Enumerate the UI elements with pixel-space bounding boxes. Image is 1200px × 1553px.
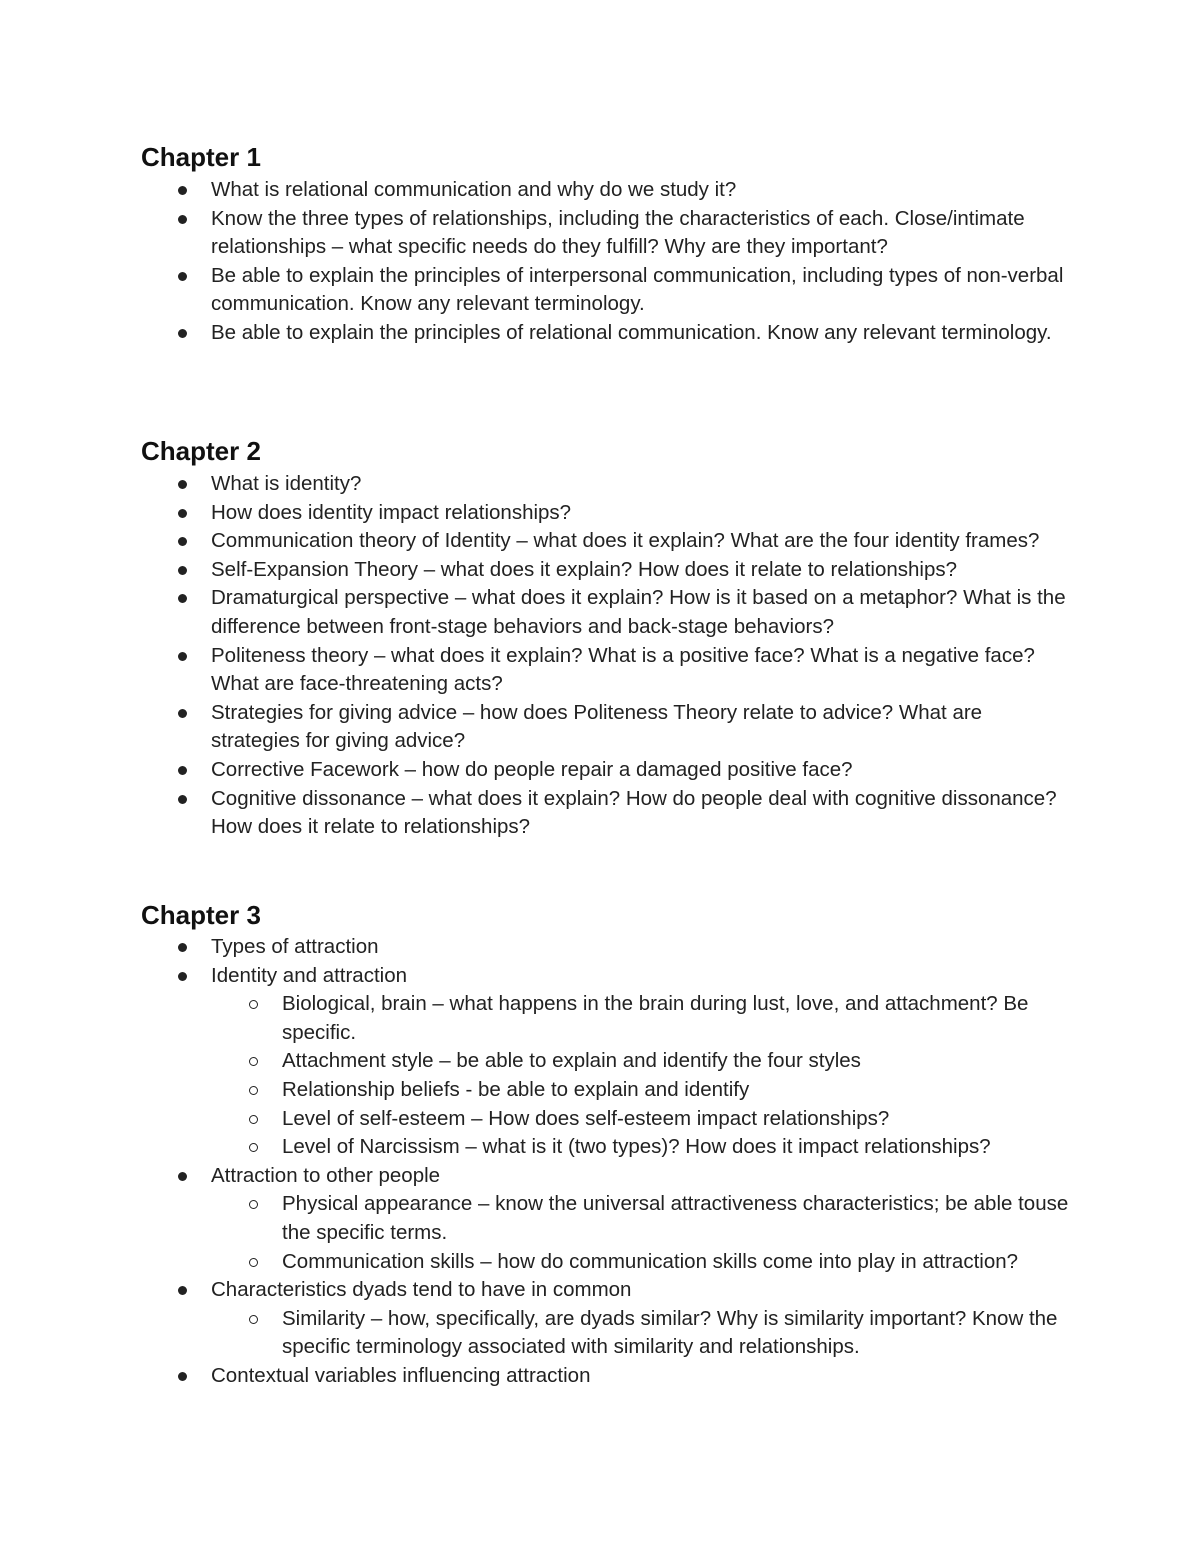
bullet-icon xyxy=(178,566,187,575)
hollow-bullet-icon xyxy=(249,1000,258,1009)
bullet-icon xyxy=(178,480,187,489)
hollow-bullet-icon xyxy=(249,1057,258,1066)
sub-list-item: Biological, brain – what happens in the brain during lust, love, and attachment? Be specific. xyxy=(0,990,1072,1047)
list-item: What is relational communication and why do we study it? xyxy=(0,176,1071,205)
sub-list xyxy=(211,990,1071,1162)
list-item: Communication theory of Identity – what does it explain? What are the four identity frames? xyxy=(0,527,1071,556)
bullet-icon xyxy=(178,537,187,546)
hollow-bullet-icon xyxy=(249,1115,258,1124)
chapter-3-heading: Chapter 3 xyxy=(141,900,261,930)
chapter-2-list xyxy=(0,470,1200,842)
sub-list xyxy=(211,1190,1071,1276)
list-item: Strategies for giving advice – how does Politeness Theory relate to advice? What are strategies for giving advice? xyxy=(0,699,1071,756)
bullet-icon xyxy=(178,186,187,195)
sub-list xyxy=(211,1305,1071,1362)
chapter-1-heading: Chapter 1 xyxy=(141,142,261,172)
list-item: Identity and attraction Biological, brain – what happens in the brain during lust, love, and attachment? Be specific. Attachment style – be able to explain and identify the four styles Relationship beliefs - be able to explain and identify Level of self-esteem – How does self-esteem impact relationships? Level of Narcissism – what is it (two types)? How does it impact relationships? xyxy=(0,962,1071,1162)
sub-list-item: Level of self-esteem – How does self-esteem impact relationships? xyxy=(0,1105,1072,1134)
bullet-icon xyxy=(178,709,187,718)
bullet-icon xyxy=(178,943,187,952)
chapter-3-list xyxy=(0,933,1200,1391)
hollow-bullet-icon xyxy=(249,1086,258,1095)
list-item: Characteristics dyads tend to have in common Similarity – how, specifically, are dyads similar? Why is similarity important? Know the specific terminology associated with similarity and relationships. xyxy=(0,1276,1071,1362)
list-item: Cognitive dissonance – what does it explain? How do people deal with cognitive dissonance? How does it relate to relationships? xyxy=(0,785,1071,842)
bullet-icon xyxy=(178,1172,187,1181)
sub-list-item: Physical appearance – know the universal attractiveness characteristics; be able touse the specific terms. xyxy=(0,1190,1072,1247)
list-item: Self-Expansion Theory – what does it explain? How does it relate to relationships? xyxy=(0,556,1071,585)
list-item: How does identity impact relationships? xyxy=(0,499,1071,528)
list-item: Corrective Facework – how do people repair a damaged positive face? xyxy=(0,756,1071,785)
sub-list-item: Attachment style – be able to explain and identify the four styles xyxy=(0,1047,1072,1076)
list-item: Types of attraction xyxy=(0,933,1071,962)
bullet-icon xyxy=(178,795,187,804)
bullet-icon xyxy=(178,652,187,661)
bullet-icon xyxy=(178,215,187,224)
bullet-icon xyxy=(178,766,187,775)
list-item: Attraction to other people Physical appearance – know the universal attractiveness characteristics; be able touse the specific terms. Communication skills – how do communication skills come into play in attraction? xyxy=(0,1162,1071,1276)
chapter-1-list xyxy=(0,176,1200,348)
list-item: Know the three types of relationships, including the characteristics of each. Close/intimate relationships – what specific needs do they fulfill? Why are they important? xyxy=(0,205,1071,262)
bullet-icon xyxy=(178,1372,187,1381)
bullet-icon xyxy=(178,594,187,603)
list-item: Be able to explain the principles of interpersonal communication, including types of non-verbal communication. Know any relevant terminology. xyxy=(0,262,1071,319)
bullet-icon xyxy=(178,1286,187,1295)
hollow-bullet-icon xyxy=(249,1143,258,1152)
bullet-icon xyxy=(178,972,187,981)
chapter-2-heading: Chapter 2 xyxy=(141,436,261,466)
list-item: Be able to explain the principles of relational communication. Know any relevant terminology. xyxy=(0,319,1071,348)
list-item: What is identity? xyxy=(0,470,1071,499)
sub-list-item: Level of Narcissism – what is it (two types)? How does it impact relationships? xyxy=(0,1133,1072,1162)
list-item: Politeness theory – what does it explain? What is a positive face? What is a negative face? What are face-threatening acts? xyxy=(0,642,1071,699)
hollow-bullet-icon xyxy=(249,1200,258,1209)
list-item: Contextual variables influencing attraction xyxy=(0,1362,1071,1391)
sub-list-item: Communication skills – how do communication skills come into play in attraction? xyxy=(0,1248,1072,1277)
bullet-icon xyxy=(178,509,187,518)
hollow-bullet-icon xyxy=(249,1258,258,1267)
bullet-icon xyxy=(178,272,187,281)
sub-list-item: Relationship beliefs - be able to explain and identify xyxy=(0,1076,1072,1105)
list-item: Dramaturgical perspective – what does it explain? How is it based on a metaphor? What is the difference between front-stage behaviors and back-stage behaviors? xyxy=(0,584,1071,641)
bullet-icon xyxy=(178,329,187,338)
hollow-bullet-icon xyxy=(249,1315,258,1324)
sub-list-item: Similarity – how, specifically, are dyads similar? Why is similarity important? Know the specific terminology associated with similarity and relationships. xyxy=(0,1305,1072,1362)
